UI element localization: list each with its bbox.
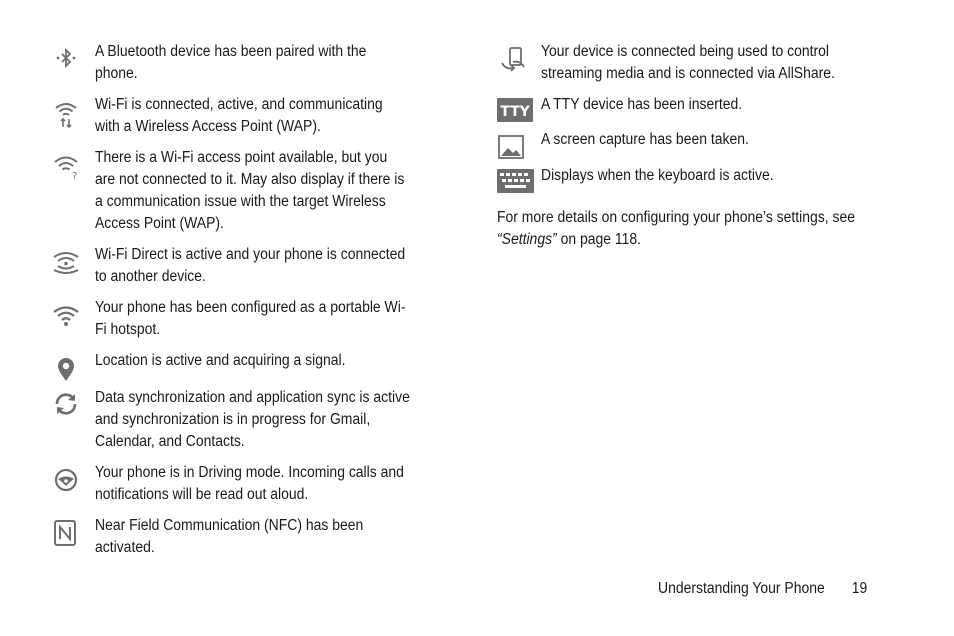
wifi-active-icon [52,100,80,128]
status-description: Your device is connected being used to control streaming media and is connected via AllShare. [541,43,835,82]
settings-link[interactable]: “Settings” [497,231,557,248]
footer-section-title: Understanding Your Phone [658,580,825,597]
settings-note-suffix: on page 118. [556,231,642,248]
status-description: Location is active and acquiring a signal. [95,352,346,369]
svg-text:?: ? [72,171,78,181]
status-description: Wi-Fi Direct is active and your phone is connected to another device. [95,246,406,285]
sync-icon [52,390,80,418]
svg-text:TTY: TTY [500,104,530,120]
tty-icon [497,98,533,122]
nfc-icon [52,518,80,546]
status-description: Your phone is in Driving mode. Incoming calls and notifications will be read out aloud. [95,464,404,503]
wifi-direct-icon [52,248,80,276]
page-footer [658,578,867,600]
status-description: Displays when the keyboard is active. [541,167,774,184]
bluetooth-paired-icon [52,46,80,74]
keyboard-icon [497,169,534,193]
allshare-icon [499,46,527,74]
status-description: Your phone has been configured as a portable Wi-Fi hotspot. [95,299,406,338]
status-description: A TTY device has been inserted. [541,96,743,113]
wifi-available-icon [52,153,80,181]
location-icon [52,355,80,383]
status-description: Near Field Communication (NFC) has been activated. [95,517,364,556]
settings-note-prefix: For more details on configuring your phone’s settings, see [497,209,856,226]
driving-mode-icon [52,466,80,494]
page-number: 19 [851,580,868,597]
settings-reference [497,207,875,251]
status-description: Wi-Fi is connected, active, and communicating with a Wireless Access Point (WAP). [95,96,383,135]
status-description: A Bluetooth device has been paired with the phone. [95,43,367,82]
status-description: A screen capture has been taken. [541,131,749,148]
status-description: Data synchronization and application sync is active and synchronization is in progress for Gmail, Calendar, and Contacts. [95,389,410,450]
wifi-hotspot-icon [52,302,80,330]
status-description: There is a Wi-Fi access point available, but you are not connected to it. May also display if there is a communication issue with the target Wireless Access Point (WAP). [95,149,405,232]
screenshot-icon [497,134,525,162]
